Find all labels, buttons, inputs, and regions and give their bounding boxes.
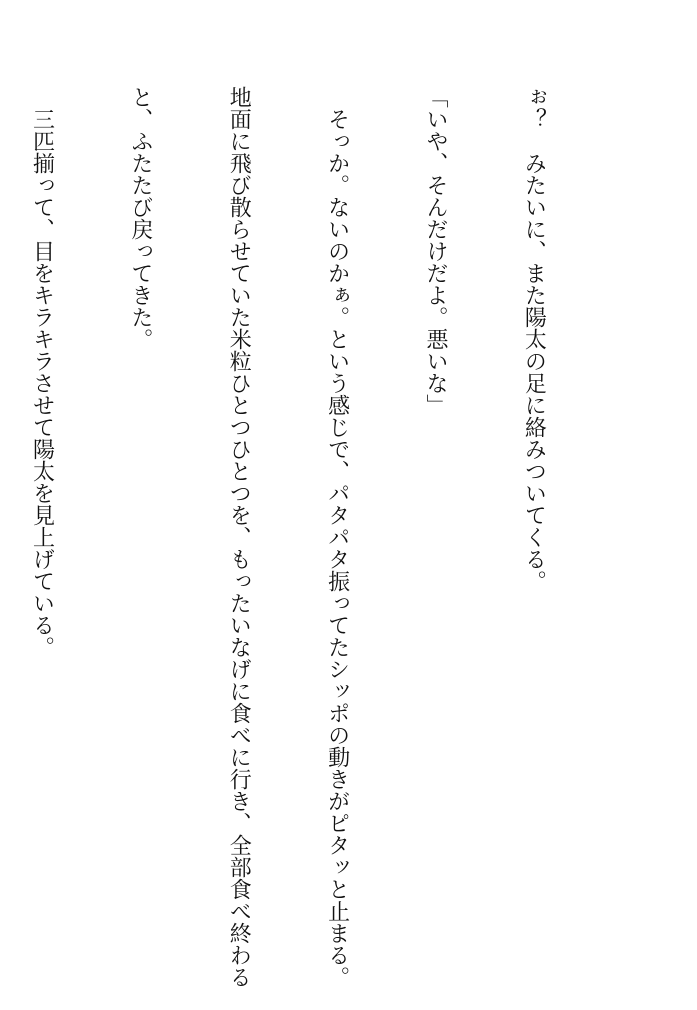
text-line: 三匹揃って、目をキラキラさせて陽太を見上げている。 — [29, 86, 55, 658]
text-line: と、ふたたび戻ってきた。 — [127, 86, 153, 350]
vertical-text-body — [0, 86, 615, 988]
text-line: そっか。ないのかぁ。という感じで、パタパタ振ってたシッポの動きがピタッと止まる。 — [324, 86, 350, 988]
text-line: ぉ？ みたいに、また陽太の足に絡みついてくる。 — [521, 86, 547, 592]
text-line: 地面に飛び散らせていた米粒ひとつひとつを、もったいなげに食べに行き、全部食べ終わる — [226, 86, 252, 988]
text-line: 「いや、そんだけだよ。悪いな」 — [423, 86, 449, 416]
